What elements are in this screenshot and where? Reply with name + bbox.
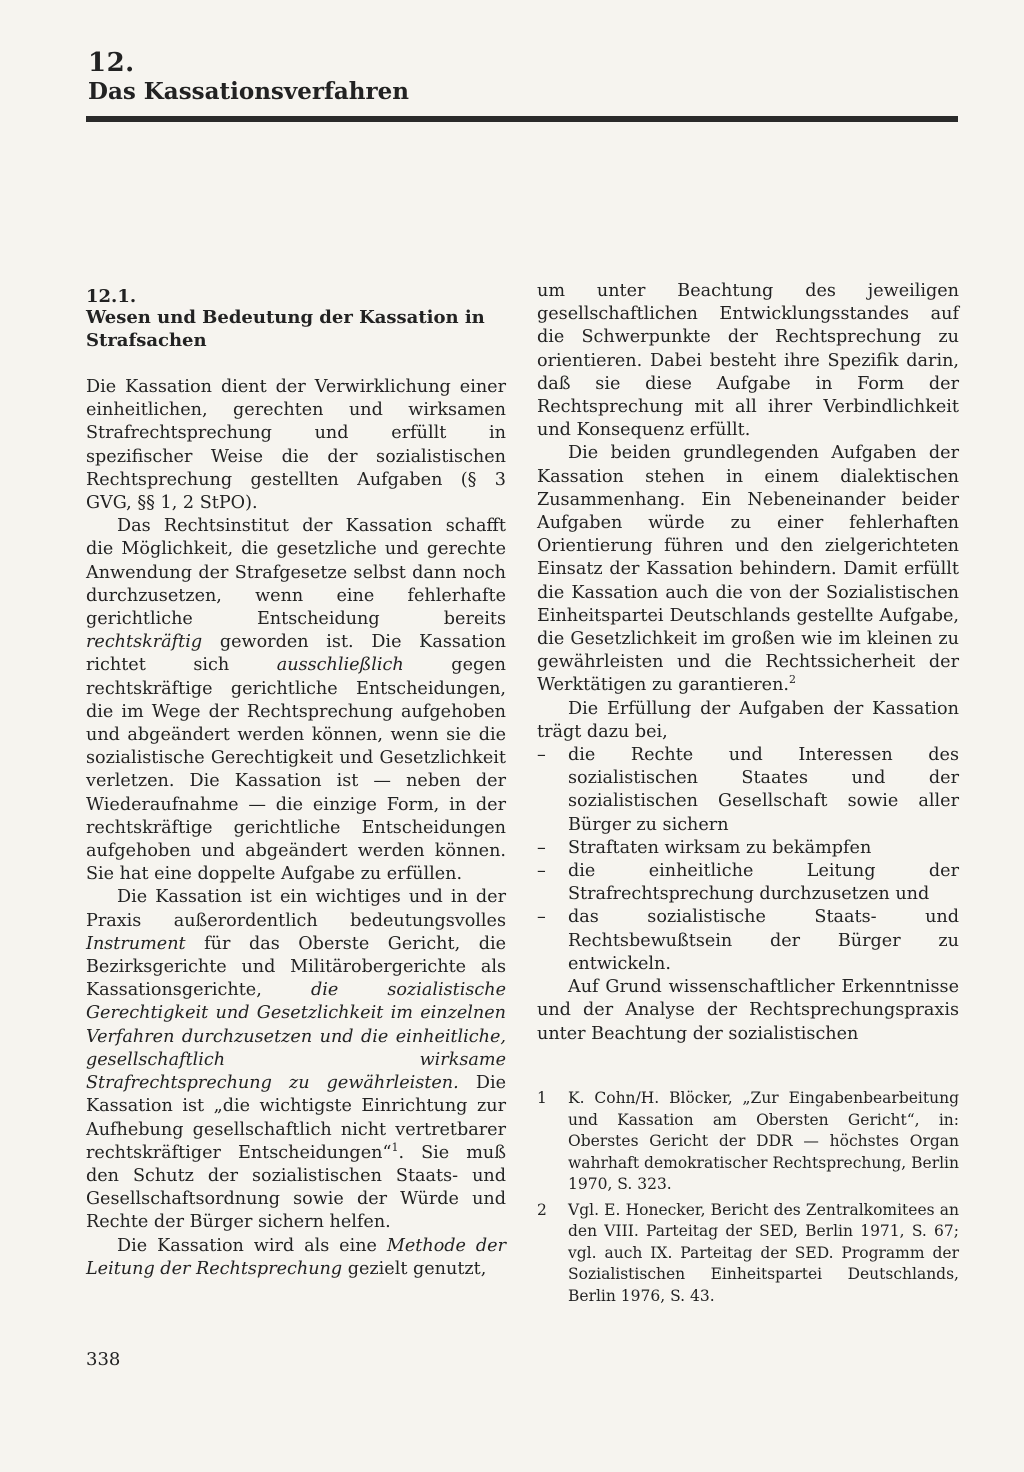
dash-list	[537, 744, 959, 976]
paragraph: Das Rechtsinstitut der Kassation schafft die Möglichkeit, die gesetzliche und gerechte Anwendung der Strafgesetze selbst dann noch durchzusetzen, wenn eine fehlerhafte gerichtliche Entscheidung bereits rechtskräftig geworden ist. Die Kassation richtet sich ausschließlich gegen rechtskräftige gerichtliche Entscheidungen, die im Wege der Rechtsprechung aufgehoben und abgeändert werden können, wenn sie die sozialistische Gerechtigkeit und Gesetzlichkeit verletzen. Die Kassation ist — neben der Wiederaufnahme — die einzige Form, in der rechtskräftige gerichtliche Entscheidungen aufgehoben und abgeändert werden können. Sie hat eine doppelte Aufgabe zu erfüllen.	[86, 516, 506, 885]
chapter-number: 12.	[88, 48, 135, 78]
footnote	[537, 1200, 959, 1308]
footnote-ref: 2	[789, 673, 797, 687]
paragraph: Die Kassation dient der Verwirklichung einer einheitlichen, gerechten und wirksamen Strafrechtsprechung und erfüllt in spezifischer Weise die der sozialistischen Rechtsprechung gestellten Aufgaben (§ 3 GVG, §§ 1, 2 StPO).	[86, 377, 506, 514]
list-item: – die Rechte und Interessen des sozialistischen Staates und der sozialistischen Gesellschaft sowie aller Bürger zu sichern	[537, 744, 959, 837]
list-item: – die einheitliche Leitung der Strafrechtsprechung durchzusetzen und	[537, 860, 959, 906]
footnote-text: Vgl. E. Honecker, Bericht des Zentralkomitees an den VIII. Parteitag der SED, Berlin 1971, S. 67; vgl. auch IX. Parteitag der SED. Programm der Sozialistischen Einheitspartei Deutschlands, Berlin 1976, S. 43.	[568, 1200, 959, 1305]
list-item: – Straftaten wirksam zu bekämpfen	[537, 837, 959, 860]
page-number: 338	[86, 1349, 121, 1370]
paragraph: Die Kassation wird als eine Methode der Leitung der Rechtsprechung gezielt genutzt,	[86, 1235, 506, 1279]
right-column	[537, 280, 959, 1046]
paragraph: Die Erfüllung der Aufgaben der Kassation trägt dazu bei,	[537, 698, 959, 742]
paragraph: Die beiden grundlegenden Aufgaben der Kassation stehen in einem dialektischen Zusammenhang. Ein Nebeneinander beider Aufgaben würde zu einer fehlerhaften Orientierung führen und den zielgerichteten Einsatz der Kassation behindern. Damit erfüllt die Kassation auch die von der Sozialistischen Einheitspartei Deutschlands gestellte Aufgabe, die Gesetzlichkeit im großen wie im kleinen zu gewährleisten und die Rechtssicherheit der Werktätigen zu garantieren.$^2$	[537, 443, 959, 696]
footnote-number: 2	[537, 1200, 547, 1219]
chapter-title: Das Kassationsverfahren	[88, 78, 409, 105]
footnote-ref: 1	[391, 1140, 399, 1154]
chapter-rule	[86, 116, 958, 122]
section-title: Wesen und Bedeutung der Kassation in Strafsachen	[86, 307, 485, 351]
list-item: – das sozialistische Staats- und Rechtsbewußtsein der Bürger zu entwickeln.	[537, 906, 959, 976]
paragraph: Auf Grund wissenschaftlicher Erkenntnisse und der Analyse der Rechtsprechungspraxis unter Beachtung der sozialistischen	[537, 977, 959, 1044]
paragraph: um unter Beachtung des jeweiligen gesellschaftlichen Entwicklungsstandes auf die Schwerpunkte der Rechtsprechung zu orientieren. Dabei besteht ihre Spezifik darin, daß sie diese Aufgabe in Form der Rechtsprechung mit all ihrer Verbindlichkeit und Konsequenz erfüllt.	[537, 281, 959, 441]
footnotes	[537, 1088, 959, 1311]
footnote-number: 1	[537, 1089, 547, 1107]
section-number: 12.1.	[86, 286, 137, 307]
paragraph: Die Kassation ist ein wichtiges und in der Praxis außerordentlich bedeutungsvolles Instrument für das Oberste Gericht, die Bezirksgerichte und Militärobergerichte als Kassationsgerichte, die sozialistische Gerechtigkeit und Gesetzlichkeit im einzelnen Verfahren durchzusetzen und die einheitliche, gesellschaftlich wirksame Strafrechtsprechung zu gewährleisten. Die Kassation ist „die wichtigste Einrichtung zur Aufhebung gesellschaftlich nicht vertretbarer rechtskräftiger Entscheidungen“$^1$. Sie muß den Schutz der sozialistischen Staats- und Gesellschaftsordnung sowie der Würde und Rechte der Bürger sichern helfen.	[86, 887, 506, 1233]
footnote-text: K. Cohn/H. Blöcker, „Zur Eingabenbearbeitung und Kassation am Obersten Gericht“, in: Oberstes Gericht der DDR — höchstes Organ wahrhaft demokratischer Rechtsprechung, Berlin 1970, S. 323.	[568, 1089, 959, 1193]
left-column	[86, 376, 506, 1281]
footnote	[537, 1088, 959, 1196]
